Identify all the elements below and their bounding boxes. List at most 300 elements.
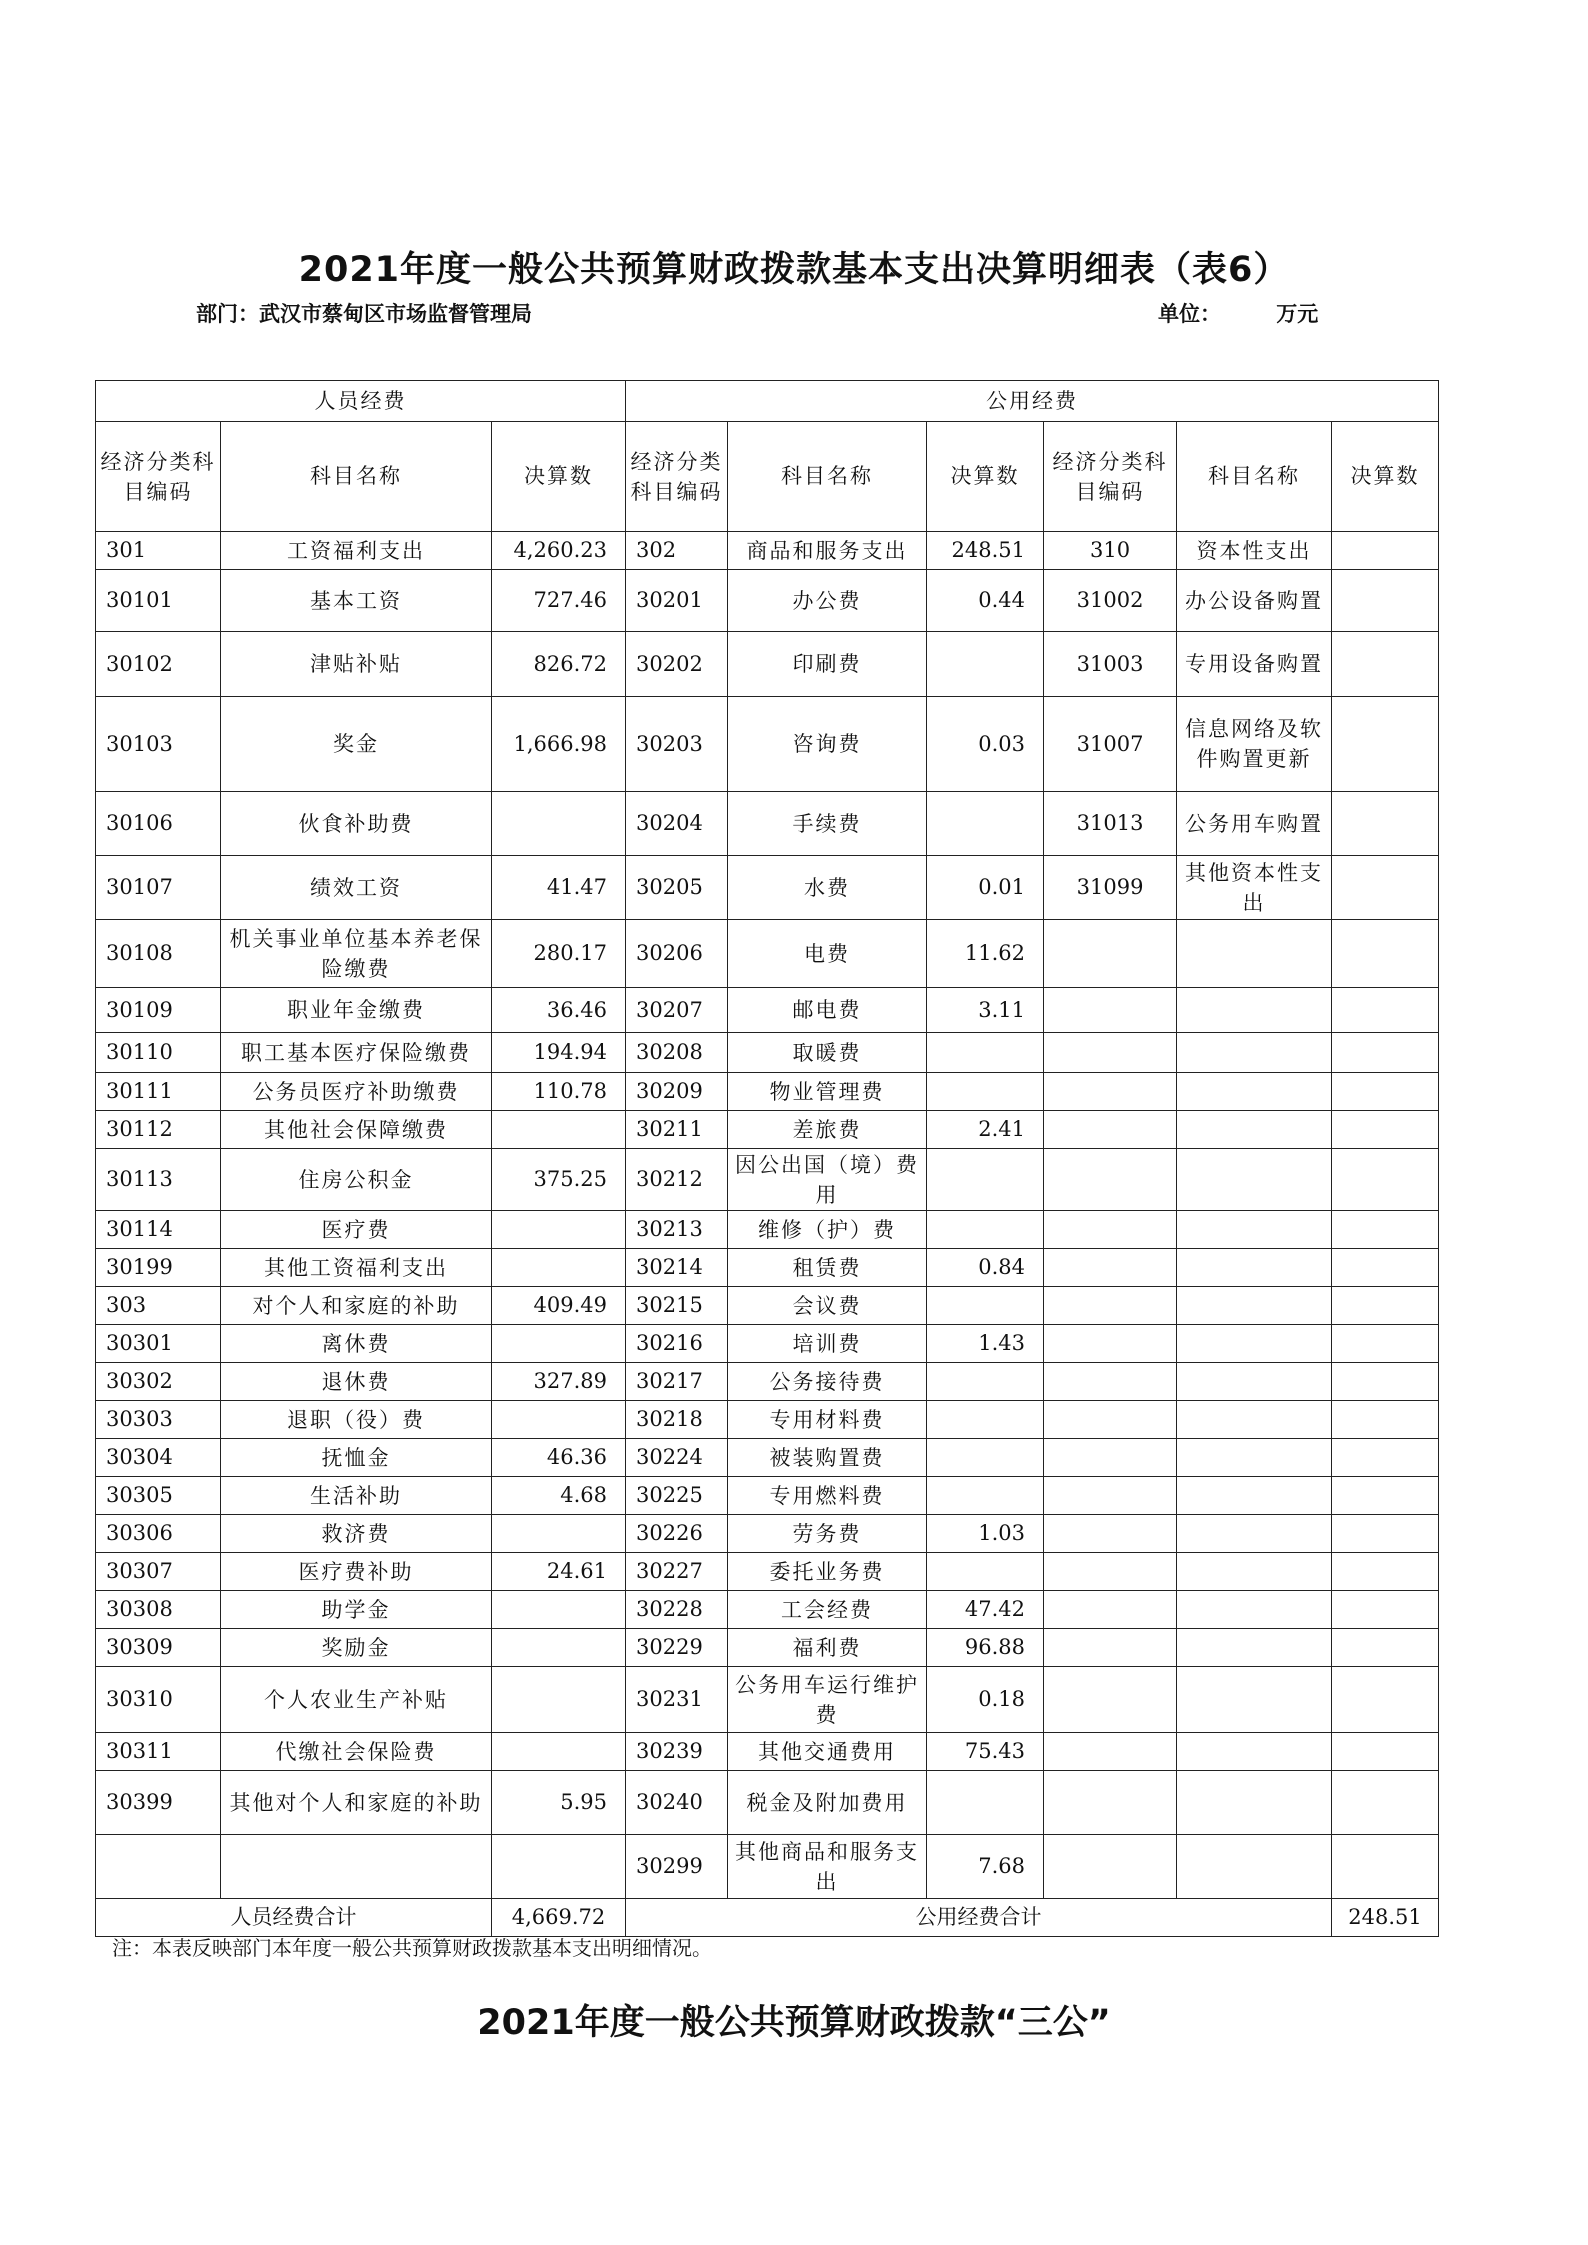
cell-amount-c xyxy=(1332,532,1439,570)
cell-amount-b: 1.43 xyxy=(927,1325,1044,1363)
cell-name-a: 职业年金缴费 xyxy=(221,988,492,1033)
cell-name-b: 电费 xyxy=(728,920,927,988)
cell-name-a: 其他工资福利支出 xyxy=(221,1249,492,1287)
cell-name-a: 奖励金 xyxy=(221,1629,492,1667)
cell-code-a: 30102 xyxy=(96,632,221,697)
cell-name-c: 资本性支出 xyxy=(1177,532,1332,570)
cell-amount-a xyxy=(492,1667,626,1733)
cell-code-b: 30213 xyxy=(626,1211,728,1249)
cell-code-a: 30302 xyxy=(96,1363,221,1401)
cell-name-c: 公务用车购置 xyxy=(1177,792,1332,856)
cell-amount-a xyxy=(492,1733,626,1771)
cell-amount-a: 1,666.98 xyxy=(492,697,626,792)
cell-amount-b xyxy=(927,1287,1044,1325)
cell-name-a: 助学金 xyxy=(221,1591,492,1629)
cell-amount-c xyxy=(1332,1515,1439,1553)
table-row xyxy=(96,1629,1439,1667)
cell-code-c: 31003 xyxy=(1044,632,1177,697)
cell-amount-b: 0.44 xyxy=(927,570,1044,632)
cell-name-a: 住房公积金 xyxy=(221,1149,492,1211)
cell-name-a: 代缴社会保险费 xyxy=(221,1733,492,1771)
table-row xyxy=(96,1211,1439,1249)
cell-amount-c xyxy=(1332,570,1439,632)
cell-name-b: 维修（护）费 xyxy=(728,1211,927,1249)
cell-amount-c xyxy=(1332,1667,1439,1733)
cell-code-a: 303 xyxy=(96,1287,221,1325)
cell-code-b: 30203 xyxy=(626,697,728,792)
public-total-value: 248.51 xyxy=(1332,1899,1439,1937)
cell-name-c xyxy=(1177,1835,1332,1899)
column-header-row xyxy=(96,422,1439,532)
cell-code-a: 30311 xyxy=(96,1733,221,1771)
table-row xyxy=(96,1033,1439,1073)
cell-code-b: 30204 xyxy=(626,792,728,856)
cell-name-b: 公务接待费 xyxy=(728,1363,927,1401)
cell-amount-c xyxy=(1332,1477,1439,1515)
cell-amount-b: 248.51 xyxy=(927,532,1044,570)
cell-code-c xyxy=(1044,1733,1177,1771)
cell-amount-a xyxy=(492,1629,626,1667)
cell-amount-a: 409.49 xyxy=(492,1287,626,1325)
cell-code-a: 30101 xyxy=(96,570,221,632)
cell-name-a: 对个人和家庭的补助 xyxy=(221,1287,492,1325)
cell-name-b: 委托业务费 xyxy=(728,1553,927,1591)
table-row xyxy=(96,532,1439,570)
cell-code-b: 30224 xyxy=(626,1439,728,1477)
public-total-label: 公用经费合计 xyxy=(626,1899,1332,1937)
cell-code-c xyxy=(1044,988,1177,1033)
cell-amount-c xyxy=(1332,1733,1439,1771)
cell-code-a: 30301 xyxy=(96,1325,221,1363)
cell-code-c: 310 xyxy=(1044,532,1177,570)
cell-name-c xyxy=(1177,920,1332,988)
cell-code-c xyxy=(1044,1771,1177,1835)
table-row xyxy=(96,1835,1439,1899)
cell-code-b: 30201 xyxy=(626,570,728,632)
cell-code-b: 30218 xyxy=(626,1401,728,1439)
cell-code-b: 30202 xyxy=(626,632,728,697)
cell-amount-c xyxy=(1332,856,1439,920)
table-row xyxy=(96,1439,1439,1477)
cell-code-a: 30399 xyxy=(96,1771,221,1835)
table-row xyxy=(96,1325,1439,1363)
cell-code-b: 30229 xyxy=(626,1629,728,1667)
cell-name-c xyxy=(1177,1363,1332,1401)
cell-amount-a xyxy=(492,1249,626,1287)
cell-amount-b: 0.18 xyxy=(927,1667,1044,1733)
next-section-title: 2021年度一般公共预算财政拨款“三公” xyxy=(477,2003,1111,2043)
header-code-a: 经济分类科目编码 xyxy=(96,422,221,532)
cell-code-c xyxy=(1044,1325,1177,1363)
cell-amount-a: 4,260.23 xyxy=(492,532,626,570)
cell-amount-b xyxy=(927,1439,1044,1477)
cell-code-b: 30214 xyxy=(626,1249,728,1287)
cell-code-b: 30209 xyxy=(626,1073,728,1111)
cell-name-c xyxy=(1177,1401,1332,1439)
cell-name-b: 专用燃料费 xyxy=(728,1477,927,1515)
table-row xyxy=(96,920,1439,988)
cell-amount-c xyxy=(1332,1771,1439,1835)
table-row xyxy=(96,988,1439,1033)
table-row xyxy=(96,1073,1439,1111)
cell-name-c: 专用设备购置 xyxy=(1177,632,1332,697)
cell-name-c xyxy=(1177,1667,1332,1733)
cell-code-c: 31099 xyxy=(1044,856,1177,920)
cell-code-a: 30309 xyxy=(96,1629,221,1667)
cell-code-b: 30206 xyxy=(626,920,728,988)
cell-amount-c xyxy=(1332,1629,1439,1667)
cell-amount-b xyxy=(927,792,1044,856)
cell-amount-a: 24.61 xyxy=(492,1553,626,1591)
cell-amount-a: 4.68 xyxy=(492,1477,626,1515)
cell-name-a: 公务员医疗补助缴费 xyxy=(221,1073,492,1111)
cell-amount-c xyxy=(1332,1033,1439,1073)
cell-name-b: 咨询费 xyxy=(728,697,927,792)
cell-amount-a xyxy=(492,1515,626,1553)
cell-amount-b: 75.43 xyxy=(927,1733,1044,1771)
cell-amount-b xyxy=(927,1771,1044,1835)
cell-amount-b: 2.41 xyxy=(927,1111,1044,1149)
cell-code-a: 30111 xyxy=(96,1073,221,1111)
cell-name-c xyxy=(1177,1477,1332,1515)
cell-name-b: 其他商品和服务支出 xyxy=(728,1835,927,1899)
cell-name-b: 差旅费 xyxy=(728,1111,927,1149)
cell-amount-c xyxy=(1332,1363,1439,1401)
table-row xyxy=(96,1771,1439,1835)
cell-name-c xyxy=(1177,1439,1332,1477)
cell-code-a: 30110 xyxy=(96,1033,221,1073)
cell-amount-a xyxy=(492,1835,626,1899)
cell-amount-a: 727.46 xyxy=(492,570,626,632)
cell-amount-b: 0.03 xyxy=(927,697,1044,792)
cell-amount-b xyxy=(927,1477,1044,1515)
cell-code-a: 30310 xyxy=(96,1667,221,1733)
cell-code-b: 30227 xyxy=(626,1553,728,1591)
cell-code-b: 30299 xyxy=(626,1835,728,1899)
cell-code-a: 30308 xyxy=(96,1591,221,1629)
cell-code-b: 302 xyxy=(626,532,728,570)
cell-amount-b: 96.88 xyxy=(927,1629,1044,1667)
cell-amount-b xyxy=(927,1363,1044,1401)
cell-name-a: 离休费 xyxy=(221,1325,492,1363)
cell-code-a: 30307 xyxy=(96,1553,221,1591)
cell-amount-b xyxy=(927,1033,1044,1073)
header-name-b: 科目名称 xyxy=(728,422,927,532)
cell-name-b: 水费 xyxy=(728,856,927,920)
cell-name-a: 伙食补助费 xyxy=(221,792,492,856)
cell-name-a: 基本工资 xyxy=(221,570,492,632)
cell-name-b: 因公出国（境）费用 xyxy=(728,1149,927,1211)
cell-amount-b xyxy=(927,1553,1044,1591)
cell-amount-b xyxy=(927,1073,1044,1111)
cell-amount-c xyxy=(1332,1111,1439,1149)
cell-amount-a xyxy=(492,1111,626,1149)
cell-amount-c xyxy=(1332,1249,1439,1287)
cell-amount-c xyxy=(1332,632,1439,697)
cell-code-b: 30216 xyxy=(626,1325,728,1363)
cell-code-a: 30114 xyxy=(96,1211,221,1249)
cell-name-a: 退职（役）费 xyxy=(221,1401,492,1439)
cell-code-c xyxy=(1044,1149,1177,1211)
cell-name-a: 医疗费 xyxy=(221,1211,492,1249)
cell-amount-c xyxy=(1332,920,1439,988)
table-row xyxy=(96,1249,1439,1287)
table-row xyxy=(96,1667,1439,1733)
cell-name-b: 劳务费 xyxy=(728,1515,927,1553)
cell-name-b: 取暖费 xyxy=(728,1033,927,1073)
cell-name-c xyxy=(1177,1287,1332,1325)
cell-amount-a xyxy=(492,1211,626,1249)
cell-code-b: 30215 xyxy=(626,1287,728,1325)
cell-code-b: 30208 xyxy=(626,1033,728,1073)
cell-name-b: 物业管理费 xyxy=(728,1073,927,1111)
table-row xyxy=(96,1733,1439,1771)
cell-code-c: 31013 xyxy=(1044,792,1177,856)
cell-amount-a: 41.47 xyxy=(492,856,626,920)
table-row xyxy=(96,1149,1439,1211)
cell-code-c xyxy=(1044,1591,1177,1629)
cell-name-c xyxy=(1177,1629,1332,1667)
cell-code-a: 301 xyxy=(96,532,221,570)
cell-code-a: 30112 xyxy=(96,1111,221,1149)
cell-name-b: 办公费 xyxy=(728,570,927,632)
cell-name-c xyxy=(1177,1033,1332,1073)
totals-row xyxy=(96,1899,1439,1937)
cell-name-a: 抚恤金 xyxy=(221,1439,492,1477)
cell-amount-b: 47.42 xyxy=(927,1591,1044,1629)
cell-code-b: 30212 xyxy=(626,1149,728,1211)
cell-amount-c xyxy=(1332,1149,1439,1211)
cell-name-c xyxy=(1177,988,1332,1033)
cell-amount-c xyxy=(1332,988,1439,1033)
cell-name-a: 绩效工资 xyxy=(221,856,492,920)
header-amount-c: 决算数 xyxy=(1332,422,1439,532)
cell-amount-a xyxy=(492,1591,626,1629)
cell-name-a: 工资福利支出 xyxy=(221,532,492,570)
cell-amount-c xyxy=(1332,1439,1439,1477)
header-code-c: 经济分类科目编码 xyxy=(1044,422,1177,532)
cell-code-c xyxy=(1044,1211,1177,1249)
cell-name-c xyxy=(1177,1073,1332,1111)
table-note: 注：本表反映部门本年度一般公共预算财政拨款基本支出明细情况。 xyxy=(112,1936,712,1960)
table-row xyxy=(96,1515,1439,1553)
cell-amount-b xyxy=(927,632,1044,697)
cell-code-c xyxy=(1044,1667,1177,1733)
cell-name-b: 被装购置费 xyxy=(728,1439,927,1477)
cell-name-b: 税金及附加费用 xyxy=(728,1771,927,1835)
cell-code-a: 30199 xyxy=(96,1249,221,1287)
cell-code-b: 30207 xyxy=(626,988,728,1033)
cell-code-c xyxy=(1044,1439,1177,1477)
cell-name-b: 会议费 xyxy=(728,1287,927,1325)
cell-amount-a: 280.17 xyxy=(492,920,626,988)
cell-amount-c xyxy=(1332,1073,1439,1111)
cell-name-a: 生活补助 xyxy=(221,1477,492,1515)
cell-code-b: 30226 xyxy=(626,1515,728,1553)
header-name-a: 科目名称 xyxy=(221,422,492,532)
cell-name-b: 手续费 xyxy=(728,792,927,856)
cell-amount-b: 1.03 xyxy=(927,1515,1044,1553)
cell-code-b: 30211 xyxy=(626,1111,728,1149)
cell-amount-c xyxy=(1332,1401,1439,1439)
cell-name-a: 机关事业单位基本养老保险缴费 xyxy=(221,920,492,988)
cell-name-a: 其他社会保障缴费 xyxy=(221,1111,492,1149)
cell-amount-a xyxy=(492,1401,626,1439)
cell-amount-a: 46.36 xyxy=(492,1439,626,1477)
cell-name-a: 个人农业生产补贴 xyxy=(221,1667,492,1733)
cell-name-a: 救济费 xyxy=(221,1515,492,1553)
cell-amount-a: 826.72 xyxy=(492,632,626,697)
cell-name-a: 职工基本医疗保险缴费 xyxy=(221,1033,492,1073)
cell-code-c xyxy=(1044,1287,1177,1325)
personnel-total-value: 4,669.72 xyxy=(492,1899,626,1937)
cell-amount-b: 7.68 xyxy=(927,1835,1044,1899)
cell-name-c: 信息网络及软件购置更新 xyxy=(1177,697,1332,792)
cell-name-b: 邮电费 xyxy=(728,988,927,1033)
cell-amount-b xyxy=(927,1211,1044,1249)
table-row xyxy=(96,632,1439,697)
cell-amount-c xyxy=(1332,1325,1439,1363)
cell-name-a: 其他对个人和家庭的补助 xyxy=(221,1771,492,1835)
cell-name-c xyxy=(1177,1111,1332,1149)
cell-amount-a: 375.25 xyxy=(492,1149,626,1211)
cell-amount-c xyxy=(1332,1211,1439,1249)
header-amount-a: 决算数 xyxy=(492,422,626,532)
personnel-total-label: 人员经费合计 xyxy=(96,1899,492,1937)
cell-code-b: 30228 xyxy=(626,1591,728,1629)
cell-code-a xyxy=(96,1835,221,1899)
cell-code-c xyxy=(1044,1111,1177,1149)
cell-name-a: 津贴补贴 xyxy=(221,632,492,697)
cell-code-c xyxy=(1044,1553,1177,1591)
header-amount-b: 决算数 xyxy=(927,422,1044,532)
cell-name-b: 公务用车运行维护费 xyxy=(728,1667,927,1733)
group-header-row xyxy=(96,381,1439,422)
cell-code-c xyxy=(1044,1835,1177,1899)
cell-amount-a: 327.89 xyxy=(492,1363,626,1401)
cell-code-c xyxy=(1044,1033,1177,1073)
cell-code-a: 30107 xyxy=(96,856,221,920)
cell-name-c xyxy=(1177,1149,1332,1211)
cell-code-a: 30303 xyxy=(96,1401,221,1439)
cell-name-b: 工会经费 xyxy=(728,1591,927,1629)
cell-code-b: 30239 xyxy=(626,1733,728,1771)
cell-amount-c xyxy=(1332,1287,1439,1325)
cell-code-c: 31002 xyxy=(1044,570,1177,632)
cell-code-b: 30225 xyxy=(626,1477,728,1515)
cell-name-a: 退休费 xyxy=(221,1363,492,1401)
cell-amount-c xyxy=(1332,792,1439,856)
cell-code-b: 30231 xyxy=(626,1667,728,1733)
table-row xyxy=(96,697,1439,792)
cell-code-c xyxy=(1044,1401,1177,1439)
cell-name-c xyxy=(1177,1211,1332,1249)
unit-label: 单位： 万元 xyxy=(1158,301,1319,326)
cell-name-c xyxy=(1177,1591,1332,1629)
table-row xyxy=(96,1363,1439,1401)
cell-name-a: 医疗费补助 xyxy=(221,1553,492,1591)
cell-name-b: 商品和服务支出 xyxy=(728,532,927,570)
cell-code-c xyxy=(1044,1515,1177,1553)
cell-amount-c xyxy=(1332,1591,1439,1629)
cell-amount-b: 0.01 xyxy=(927,856,1044,920)
cell-amount-a: 5.95 xyxy=(492,1771,626,1835)
cell-name-b: 印刷费 xyxy=(728,632,927,697)
cell-code-c xyxy=(1044,1363,1177,1401)
cell-amount-c xyxy=(1332,1835,1439,1899)
cell-code-a: 30304 xyxy=(96,1439,221,1477)
cell-code-a: 30103 xyxy=(96,697,221,792)
cell-amount-b xyxy=(927,1401,1044,1439)
cell-name-c: 其他资本性支出 xyxy=(1177,856,1332,920)
page-title: 2021年度一般公共预算财政拨款基本支出决算明细表（表6） xyxy=(298,250,1290,290)
cell-code-a: 30306 xyxy=(96,1515,221,1553)
cell-name-c xyxy=(1177,1733,1332,1771)
table-row xyxy=(96,1111,1439,1149)
header-code-b: 经济分类科目编码 xyxy=(626,422,728,532)
cell-amount-a xyxy=(492,1325,626,1363)
table-row xyxy=(96,1477,1439,1515)
cell-name-c xyxy=(1177,1325,1332,1363)
cell-name-c xyxy=(1177,1249,1332,1287)
cell-name-c xyxy=(1177,1553,1332,1591)
cell-name-a: 奖金 xyxy=(221,697,492,792)
department-label: 部门：武汉市蔡甸区市场监督管理局 xyxy=(196,301,532,326)
header-name-c: 科目名称 xyxy=(1177,422,1332,532)
cell-code-c xyxy=(1044,1249,1177,1287)
cell-amount-b: 11.62 xyxy=(927,920,1044,988)
cell-code-c xyxy=(1044,1629,1177,1667)
cell-code-c xyxy=(1044,920,1177,988)
table-row xyxy=(96,1591,1439,1629)
cell-amount-a: 36.46 xyxy=(492,988,626,1033)
cell-code-b: 30240 xyxy=(626,1771,728,1835)
table-row xyxy=(96,570,1439,632)
cell-code-a: 30106 xyxy=(96,792,221,856)
table-row xyxy=(96,856,1439,920)
cell-code-b: 30205 xyxy=(626,856,728,920)
cell-name-b: 专用材料费 xyxy=(728,1401,927,1439)
cell-name-c xyxy=(1177,1771,1332,1835)
cell-amount-c xyxy=(1332,1553,1439,1591)
cell-name-c xyxy=(1177,1515,1332,1553)
cell-code-c xyxy=(1044,1073,1177,1111)
table-row xyxy=(96,1553,1439,1591)
cell-name-b: 福利费 xyxy=(728,1629,927,1667)
cell-name-b: 培训费 xyxy=(728,1325,927,1363)
cell-name-a xyxy=(221,1835,492,1899)
table-row xyxy=(96,1287,1439,1325)
cell-name-b: 租赁费 xyxy=(728,1249,927,1287)
cell-amount-a: 194.94 xyxy=(492,1033,626,1073)
group-personnel: 人员经费 xyxy=(96,381,626,422)
cell-code-c: 31007 xyxy=(1044,697,1177,792)
table-row xyxy=(96,792,1439,856)
cell-amount-a xyxy=(492,792,626,856)
cell-amount-b xyxy=(927,1149,1044,1211)
cell-code-a: 30305 xyxy=(96,1477,221,1515)
cell-code-c xyxy=(1044,1477,1177,1515)
cell-name-b: 其他交通费用 xyxy=(728,1733,927,1771)
cell-code-a: 30108 xyxy=(96,920,221,988)
table-row xyxy=(96,1401,1439,1439)
cell-amount-a: 110.78 xyxy=(492,1073,626,1111)
cell-amount-b: 3.11 xyxy=(927,988,1044,1033)
cell-code-b: 30217 xyxy=(626,1363,728,1401)
cell-code-a: 30113 xyxy=(96,1149,221,1211)
cell-amount-b: 0.84 xyxy=(927,1249,1044,1287)
expenditure-table xyxy=(95,380,1439,1937)
